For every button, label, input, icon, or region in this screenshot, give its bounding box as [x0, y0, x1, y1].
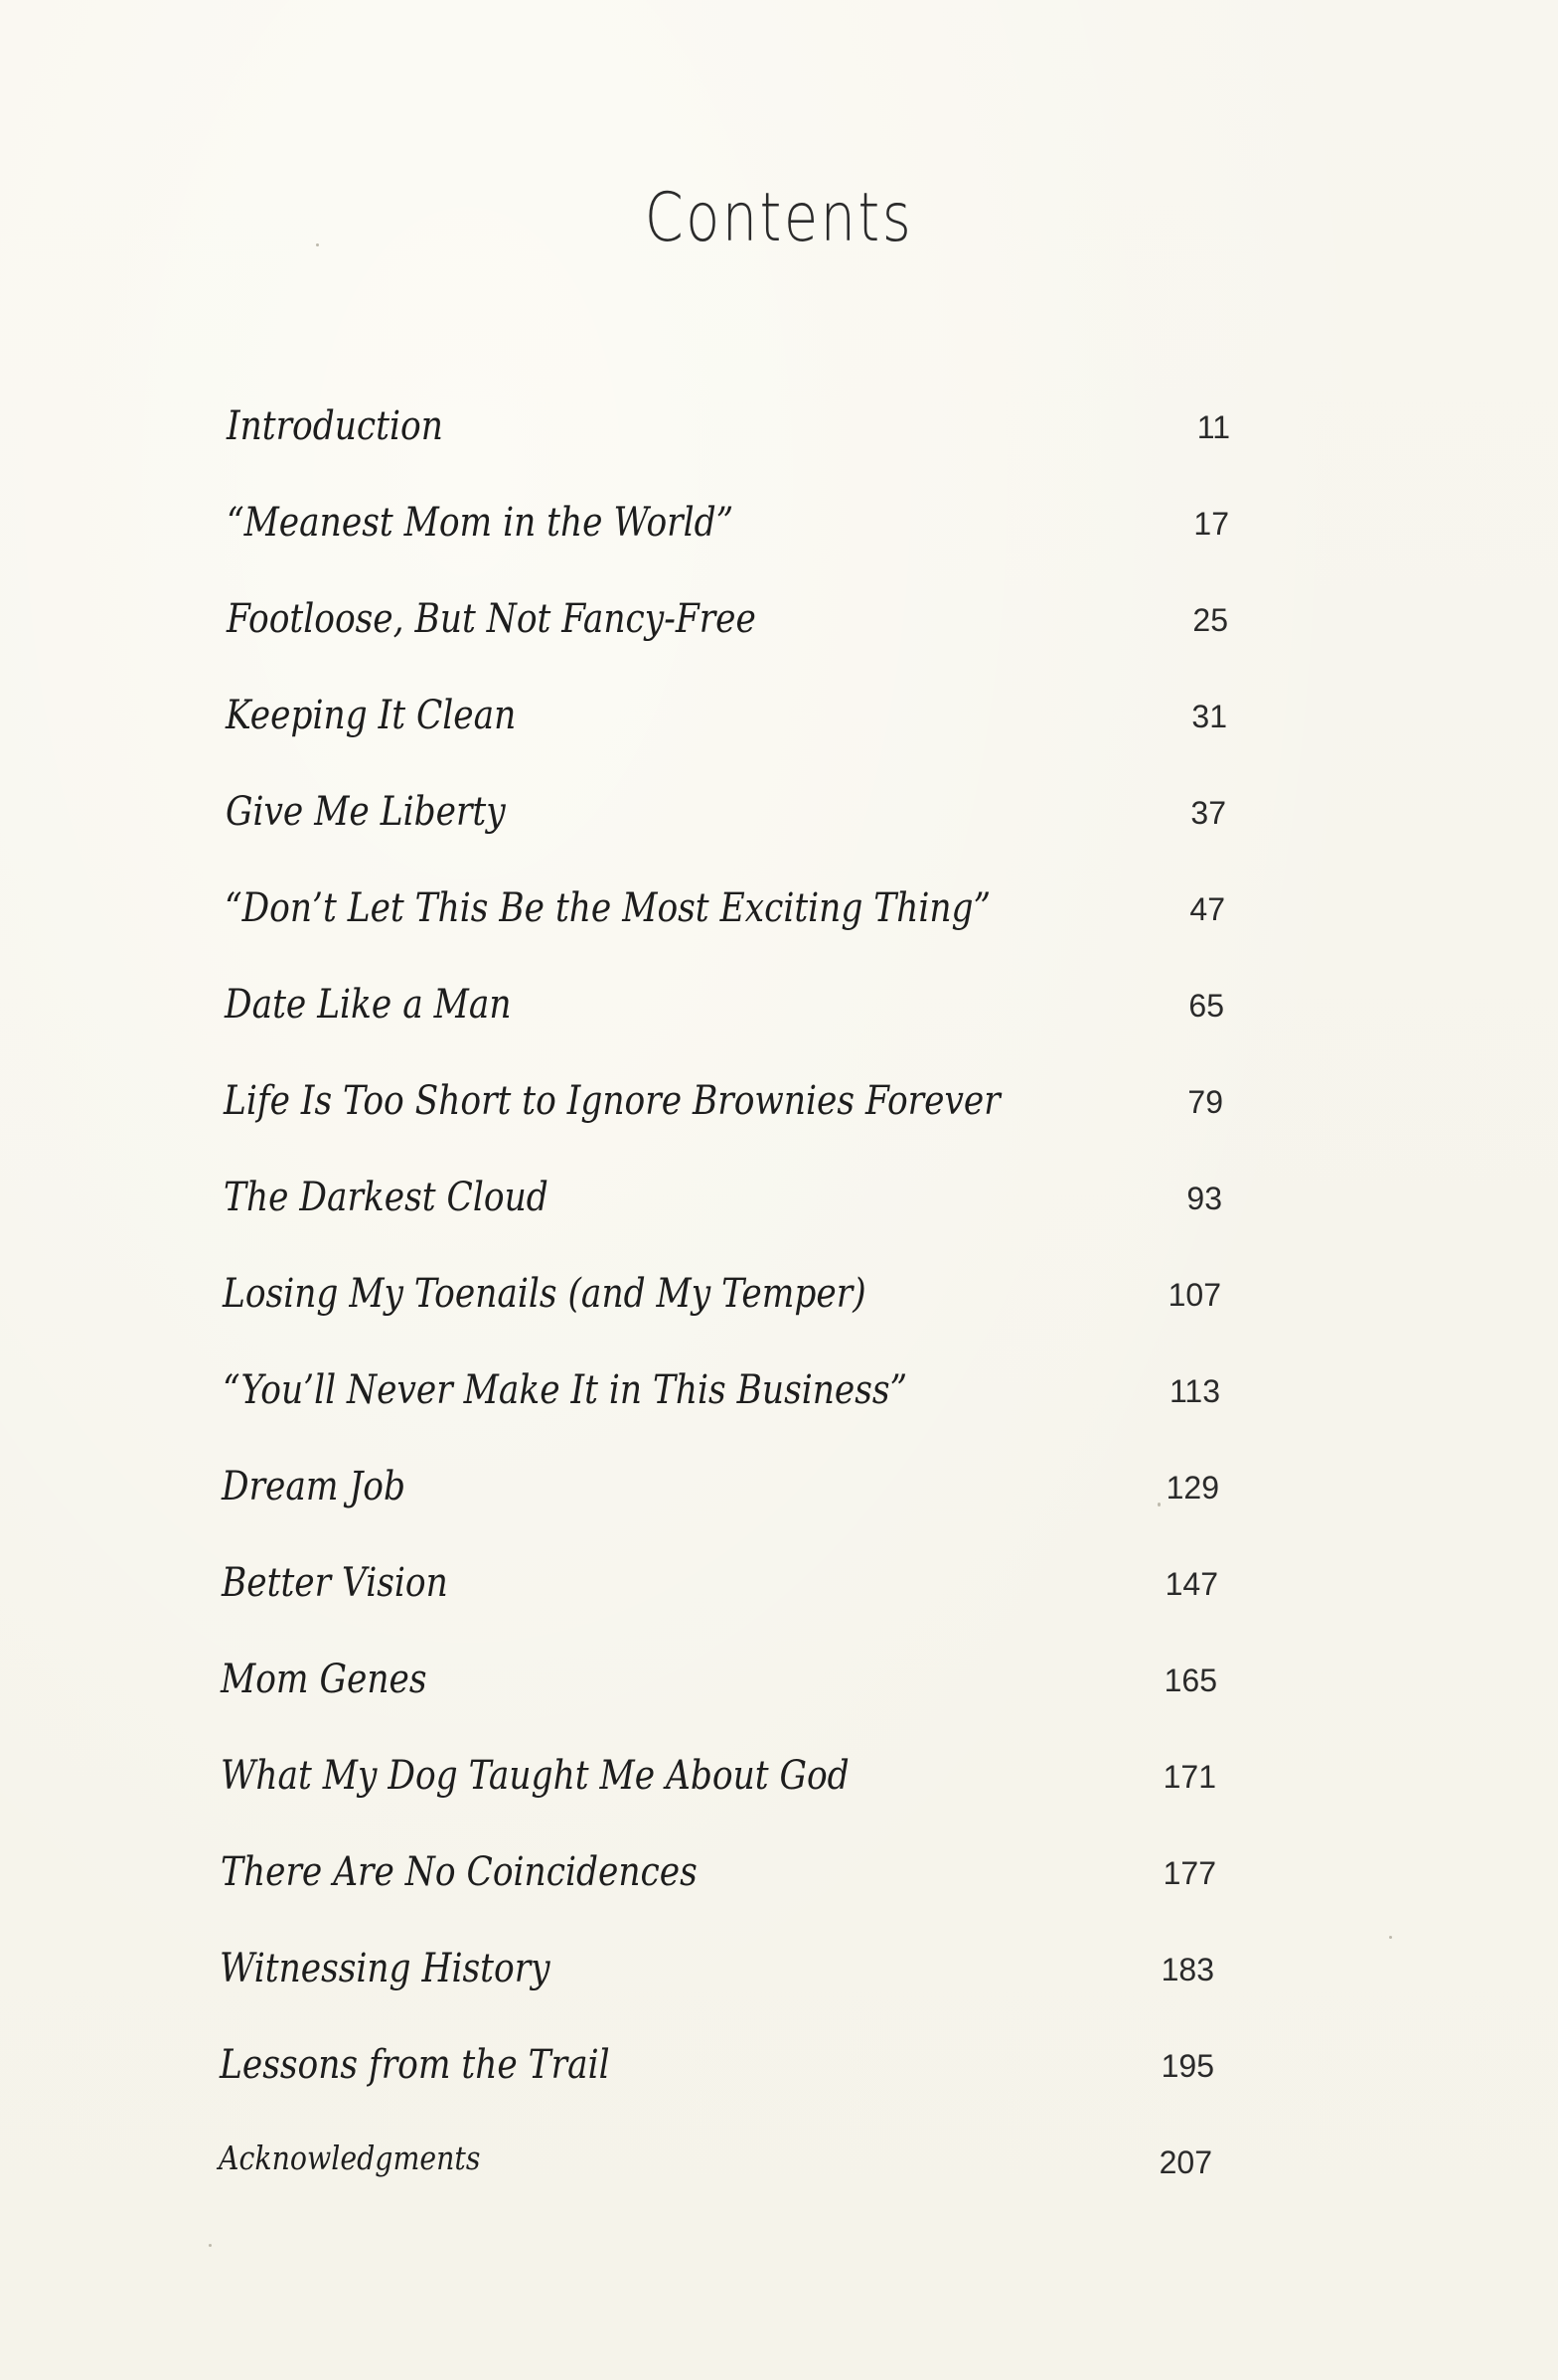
toc-entry [221, 1657, 1314, 1726]
toc-entry [219, 2139, 1312, 2208]
toc-entry-title: Better Vision [222, 1560, 448, 1606]
toc-entry-page: 165 [1164, 1663, 1217, 1698]
toc-entry-page: 177 [1163, 1855, 1216, 1891]
toc-entry [220, 2042, 1313, 2112]
toc-entry-title: Mom Genes [221, 1657, 427, 1702]
toc-entry [226, 789, 1319, 859]
toc-entry-page: 113 [1168, 1373, 1220, 1409]
page-title: Contents [644, 179, 914, 257]
toc-entry [225, 885, 1318, 955]
toc-entry [227, 500, 1320, 569]
toc-entry [227, 596, 1320, 666]
toc-entry-title: Lessons from the Trail [220, 2042, 610, 2088]
toc-entry-title: Give Me Liberty [226, 789, 506, 835]
toc-entry-page: 25 [1192, 602, 1228, 638]
toc-entry-page: 107 [1168, 1277, 1221, 1313]
toc-entry-page: 65 [1188, 988, 1224, 1024]
toc-entry-page: 11 [1196, 409, 1230, 445]
toc-entry-page: 37 [1190, 795, 1226, 831]
toc-entry-title: Footloose, But Not Fancy-Free [227, 596, 756, 642]
paper-speck [1158, 1503, 1161, 1507]
toc-entry-title: “Don’t Let This Be the Most Exciting Thing” [225, 885, 992, 931]
toc-entry-page: 207 [1159, 2144, 1212, 2180]
toc-entry [224, 1175, 1317, 1244]
toc-entry-page: 195 [1161, 2048, 1214, 2084]
toc-entry [225, 982, 1318, 1051]
toc-entry-page: 47 [1189, 891, 1225, 927]
toc-entry [223, 1367, 1316, 1437]
toc-entry-title: Life Is Too Short to Ignore Brownies Forever [224, 1078, 1001, 1124]
toc-entry-title: There Are No Coincidences [221, 1849, 698, 1895]
toc-entry-title: Dream Job [222, 1464, 405, 1509]
toc-entry-page: 93 [1186, 1181, 1222, 1216]
toc-entry-title: What My Dog Taught Me About God [221, 1753, 850, 1799]
toc-entry-page: 79 [1187, 1084, 1223, 1120]
toc-entry-page: 171 [1163, 1759, 1216, 1795]
toc-entry-title: “Meanest Mom in the World” [227, 500, 734, 546]
toc-entry [227, 403, 1320, 473]
toc-entry-title: Acknowledgments [219, 2139, 481, 2177]
toc-entry [220, 1946, 1313, 2015]
paper-speck [209, 2244, 212, 2247]
toc-entry-title: The Darkest Cloud [224, 1175, 548, 1220]
toc-entry-page: 183 [1161, 1952, 1214, 1987]
toc-entry [226, 693, 1319, 762]
toc-entry-title: Keeping It Clean [226, 693, 517, 738]
paper-speck [316, 243, 319, 246]
toc-entry [221, 1753, 1314, 1823]
toc-entry [222, 1560, 1315, 1630]
toc-entry-title: Date Like a Man [225, 982, 512, 1028]
toc-entry-page: 129 [1166, 1470, 1219, 1506]
toc-entry [222, 1464, 1315, 1533]
toc-entry [223, 1271, 1316, 1341]
toc-entry-title: Introduction [227, 403, 443, 449]
toc-entry-title: Losing My Toenails (and My Temper) [223, 1271, 866, 1317]
paper-speck [1389, 1936, 1392, 1939]
toc-entry-page: 31 [1191, 699, 1227, 734]
toc-entry-page: 17 [1193, 506, 1229, 542]
toc-entry [224, 1078, 1317, 1148]
toc-entry-page: 147 [1165, 1566, 1218, 1602]
toc-entry [221, 1849, 1314, 1919]
toc-entry-title: “You’ll Never Make It in This Business” [223, 1367, 908, 1413]
toc-entry-title: Witnessing History [220, 1946, 550, 1991]
